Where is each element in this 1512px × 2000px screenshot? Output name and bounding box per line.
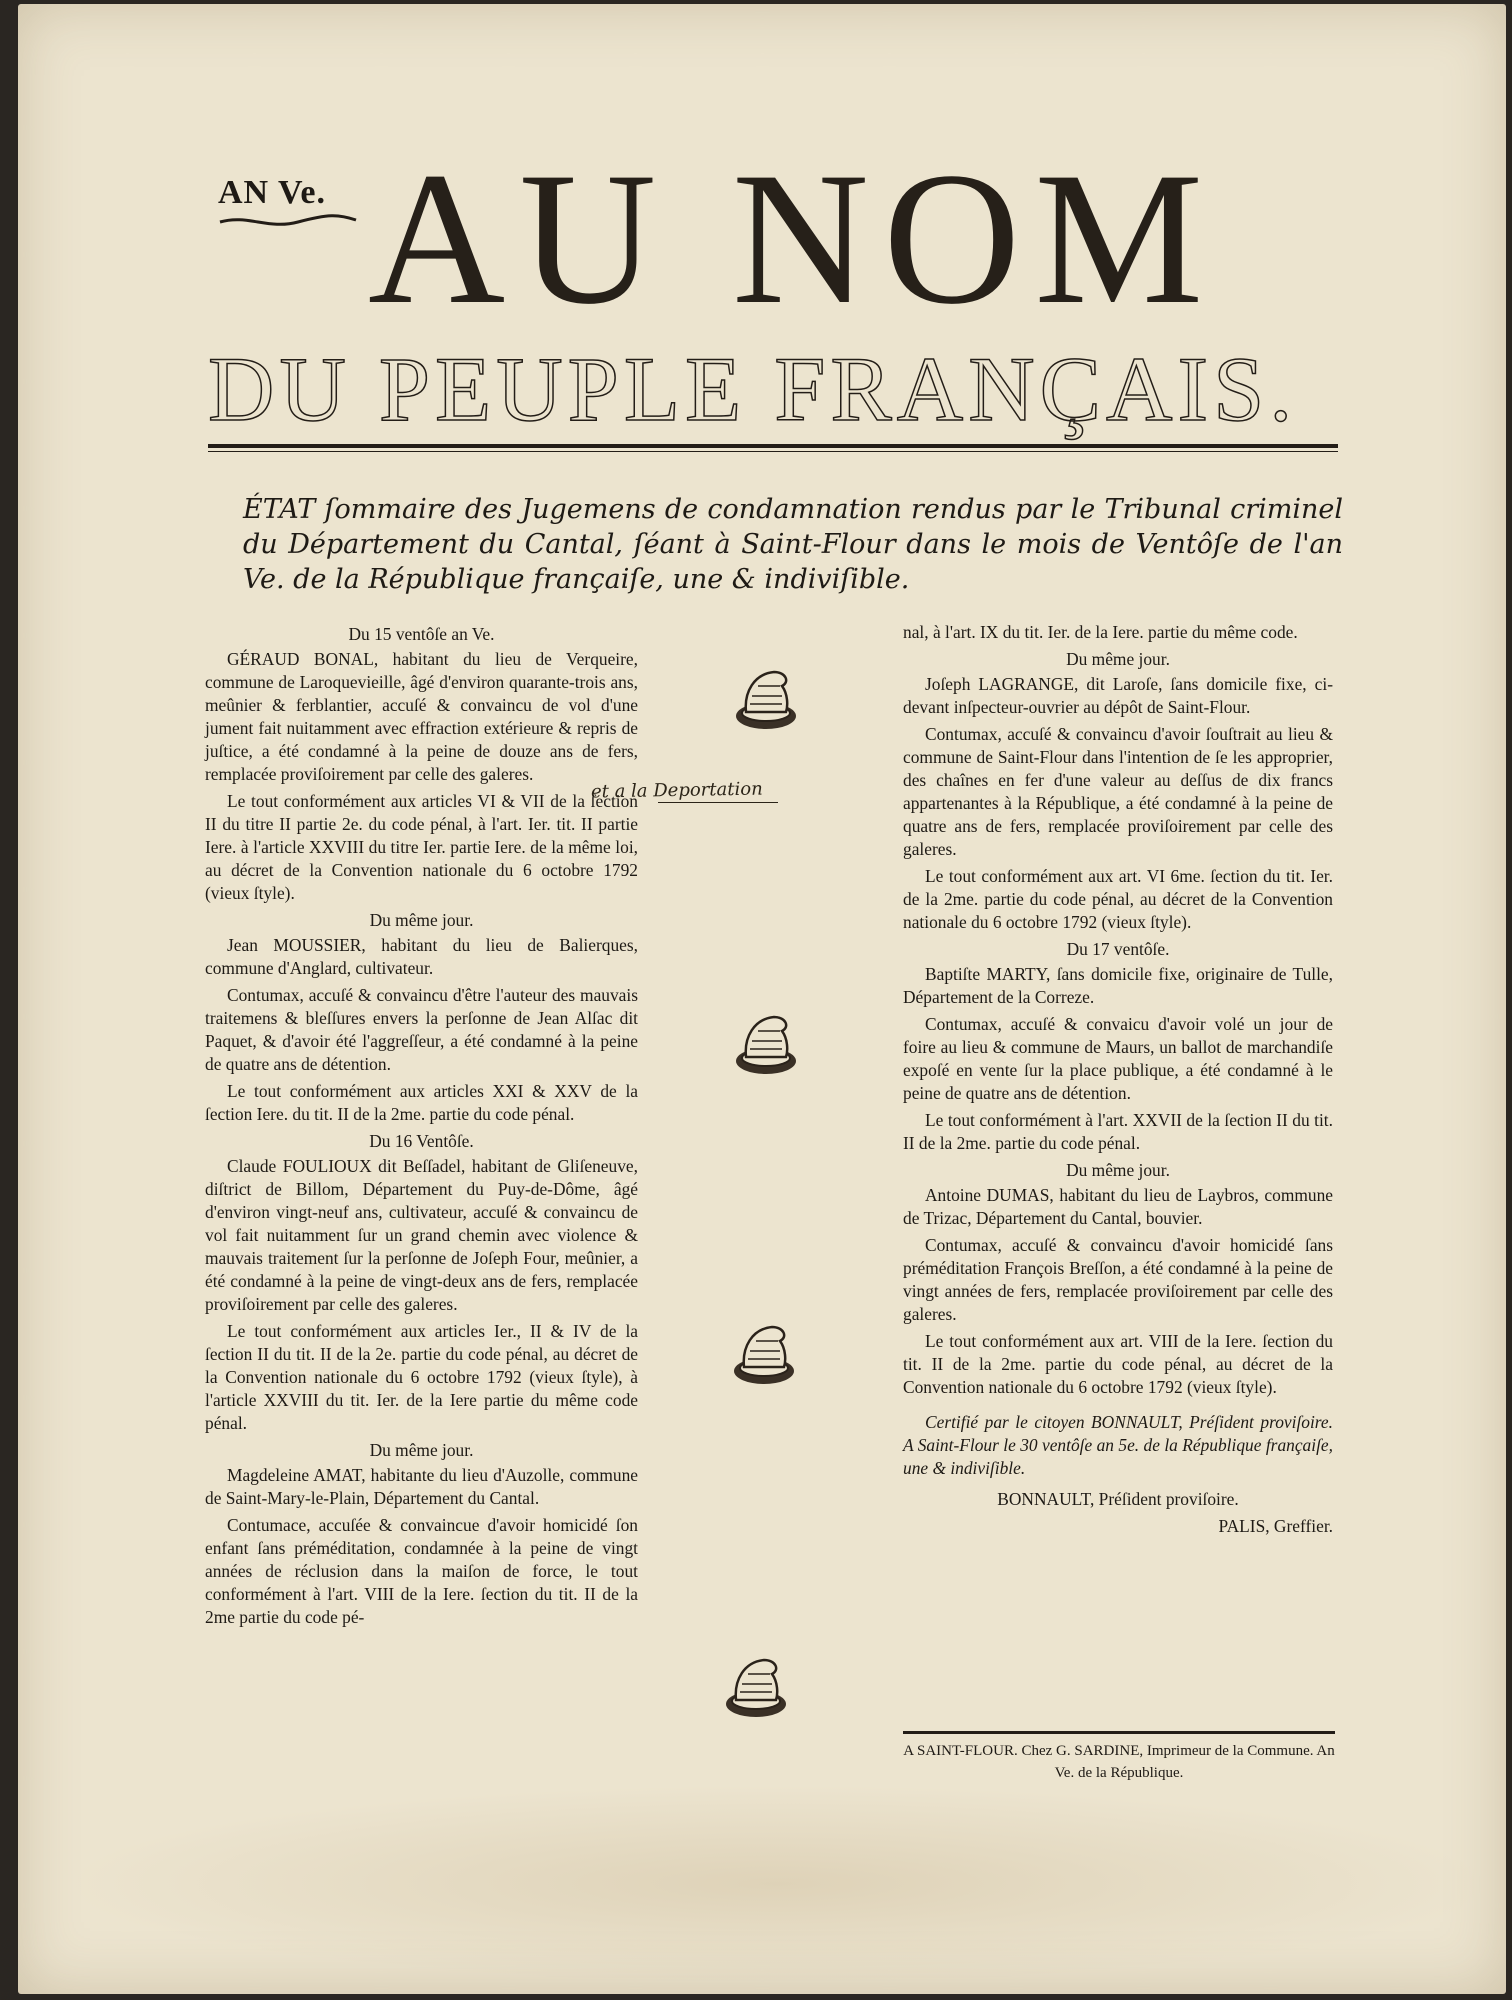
title-sub: DU PEUPLE FRANÇAIS. [208, 338, 1298, 440]
judgment-paragraph: Le tout conformément aux articles Ier., II & IV de la ſection II du tit. II de la 2e. partie du code pénal, au décret de la Convention nationale du 6 octobre 1792 (vieux ſtyle), à l'article XXVIII du tit. Ier. de la Iere partie du même code pénal. [205, 1321, 638, 1433]
liberty-cap-icon [730, 1009, 802, 1079]
annotation-underline [658, 802, 778, 803]
judgment-paragraph: Contumax, accuſé & convaicu d'avoir volé un jour de foire au lieu & commune de Maurs, un ballot de marchandiſe expoſé en vente ſur la place publique, a été condamné à le peine de quatre ans de détention. [903, 1014, 1333, 1103]
judgment-paragraph: nal, à l'art. IX du tit. Ier. de la Iere. partie du même code. [903, 622, 1298, 642]
liberty-cap-icon [730, 664, 802, 734]
judgment-paragraph: Contumace, accuſée & convaincue d'avoir homicidé ſon enfant ſans préméditation, condamnée à la peine de vingt années de réclusion dans la maiſon de force, le tout conformément à l'art. VIII de la Iere. ſection du tit. II de la 2me partie du code pé- [205, 1515, 638, 1627]
judgment-paragraph: Le tout conformément à l'art. XXVII de la ſection II du tit. II de la 2me. partie du code pénal. [903, 1110, 1333, 1153]
judgment-paragraph: Baptiſte MARTY, ſans domicile fixe, originaire de Tulle, Département de la Correze. [903, 964, 1333, 1007]
president-signature: BONNAULT, Préſident proviſoire. [997, 1489, 1239, 1509]
intro-paragraph: ÉTAT ſommaire des Jugemens de condamnation rendus par le Tribunal criminel du Département du Cantal, ſéant à Saint-Flour dans le mois de Ventôſe de l'an Ve. de la République françaiſe, une & indiviſible. [243, 494, 1343, 595]
liberty-cap-icon [728, 1319, 800, 1389]
handwritten-annotation: et a la Deportation [590, 778, 763, 803]
section-heading: Du 17 ventôſe. [1066, 939, 1170, 959]
judgment-paragraph: Le tout conformément aux articles XXI & XXV de la ſection Iere. du tit. II de la 2me. partie du code pénal. [205, 1081, 638, 1124]
judgment-paragraph: Antoine DUMAS, habitant du lieu de Laybros, commune de Trizac, Département du Cantal, bouvier. [903, 1185, 1333, 1228]
left-column [205, 621, 638, 1633]
paper-stain [58, 1784, 1498, 1984]
title-rule-thin [208, 451, 1338, 452]
year-tag: AN Ve. [218, 174, 327, 211]
judgment-paragraph: Contumax, accuſé & convaincu d'être l'auteur des mauvais traitemens & bleſſures envers la perſonne de Jean Alſac dit Paquet, & d'avoir été l'aggreſſeur, a été condamné à la peine de quatre ans de détention. [205, 985, 638, 1074]
title-main: AU NOM [368, 134, 1218, 344]
section-heading: Du même jour. [1066, 1160, 1170, 1180]
judgment-paragraph: Claude FOULIOUX dit Beſſadel, habitant de Gliſeneuve, diſtrict de Billom, Département du Puy-de-Dôme, âgé d'environ vingt-neuf ans, cultivateur, accuſé & convaincu de vol fait nuitamment ſur un grand chemin avec violence & mauvais traitement ſur la perſonne de Joſeph Four, meûnier, a été condamné à la peine de vingt-deux ans de fers, remplacée proviſoirement par celle des galeres. [205, 1156, 638, 1314]
right-column [903, 621, 1333, 1542]
imprint-rule [903, 1731, 1335, 1734]
section-heading: Du 16 Ventôſe. [369, 1131, 474, 1151]
section-heading: Du même jour. [369, 1440, 474, 1460]
title-rule [208, 444, 1338, 448]
judgment-paragraph: Magdeleine AMAT, habitante du lieu d'Auzolle, commune de Saint-Mary-le-Plain, Département du Cantal. [205, 1465, 638, 1508]
judgment-paragraph: Joſeph LAGRANGE, dit Laroſe, ſans domicile fixe, ci-devant inſpecteur-ouvrier au dépôt de Saint-Flour. [903, 674, 1333, 717]
section-heading: Du même jour. [1066, 649, 1170, 669]
clerk-signature: PALIS, Greffier. [1218, 1516, 1333, 1536]
section-heading: Du 15 ventôſe an Ve. [348, 624, 495, 644]
judgment-paragraph: Jean MOUSSIER, habitant du lieu de Balierques, commune d'Anglard, cultivateur. [205, 935, 638, 978]
judgment-paragraph: Le tout conformément aux art. VI 6me. ſection du tit. Ier. de la 2me. partie du code pénal, au décret de la Convention nationale du 6 octobre 1792 (vieux ſtyle). [903, 866, 1333, 932]
judgment-paragraph: Le tout conformément aux articles VI & VII de la ſection II du titre II partie 2e. du code pénal, à l'art. Ier. tit. II partie Iere. à l'article XXVIII du titre Ier. partie Iere. de la même loi, au décret de la Convention nationale du 6 octobre 1792 (vieux ſtyle). [205, 791, 638, 903]
judgment-paragraph: Contumax, accuſé & convaincu d'avoir ſouſtrait au lieu & commune de Saint-Flour dans l'intention de ſe les approprier, des chaînes en fer d'une valeur au deſſus de dix francs appartenantes à la République, a été condamné à la peine de quatre ans de fers, remplacée proviſoirement par celle des galeres. [903, 724, 1333, 859]
judgment-paragraph: GÉRAUD BONAL, habitant du lieu de Verqueire, commune de Laroquevieille, âgé d'environ quarante-trois ans, meûnier & ferblantier, accuſé & convaincu de vol d'une jument fait nuitamment avec effraction extérieure & repris de juſtice, a été condamné à la peine de douze ans de fers, remplacée proviſoirement par celle des galeres. [205, 649, 638, 784]
title-row [218, 134, 1368, 344]
certification: Certifié par le citoyen BONNAULT, Préſident proviſoire. A Saint-Flour le 30 ventôſe an 5e. de la République françaiſe, une & indiviſible. [903, 1412, 1333, 1478]
judgment-paragraph: Contumax, accuſé & convaincu d'avoir homicidé ſans préméditation François Breſſon, a été condamné à la peine de vingt années de fers, remplacée proviſoirement par celle des galeres. [903, 1235, 1333, 1324]
poster-sheet [18, 4, 1506, 1994]
liberty-cap-icon [720, 1652, 792, 1722]
printer-imprint: A SAINT-FLOUR. Chez G. SARDINE, Imprimeur de la Commune. An Ve. de la République. [903, 1743, 1335, 1781]
judgment-paragraph: Le tout conformément aux art. VIII de la Iere. ſection du tit. II de la 2me. partie du code pénal, au décret de la Convention nationale du 6 octobre 1792 (vieux ſtyle). [903, 1331, 1333, 1397]
swash-ornament [218, 212, 358, 232]
section-heading: Du même jour. [369, 910, 474, 930]
